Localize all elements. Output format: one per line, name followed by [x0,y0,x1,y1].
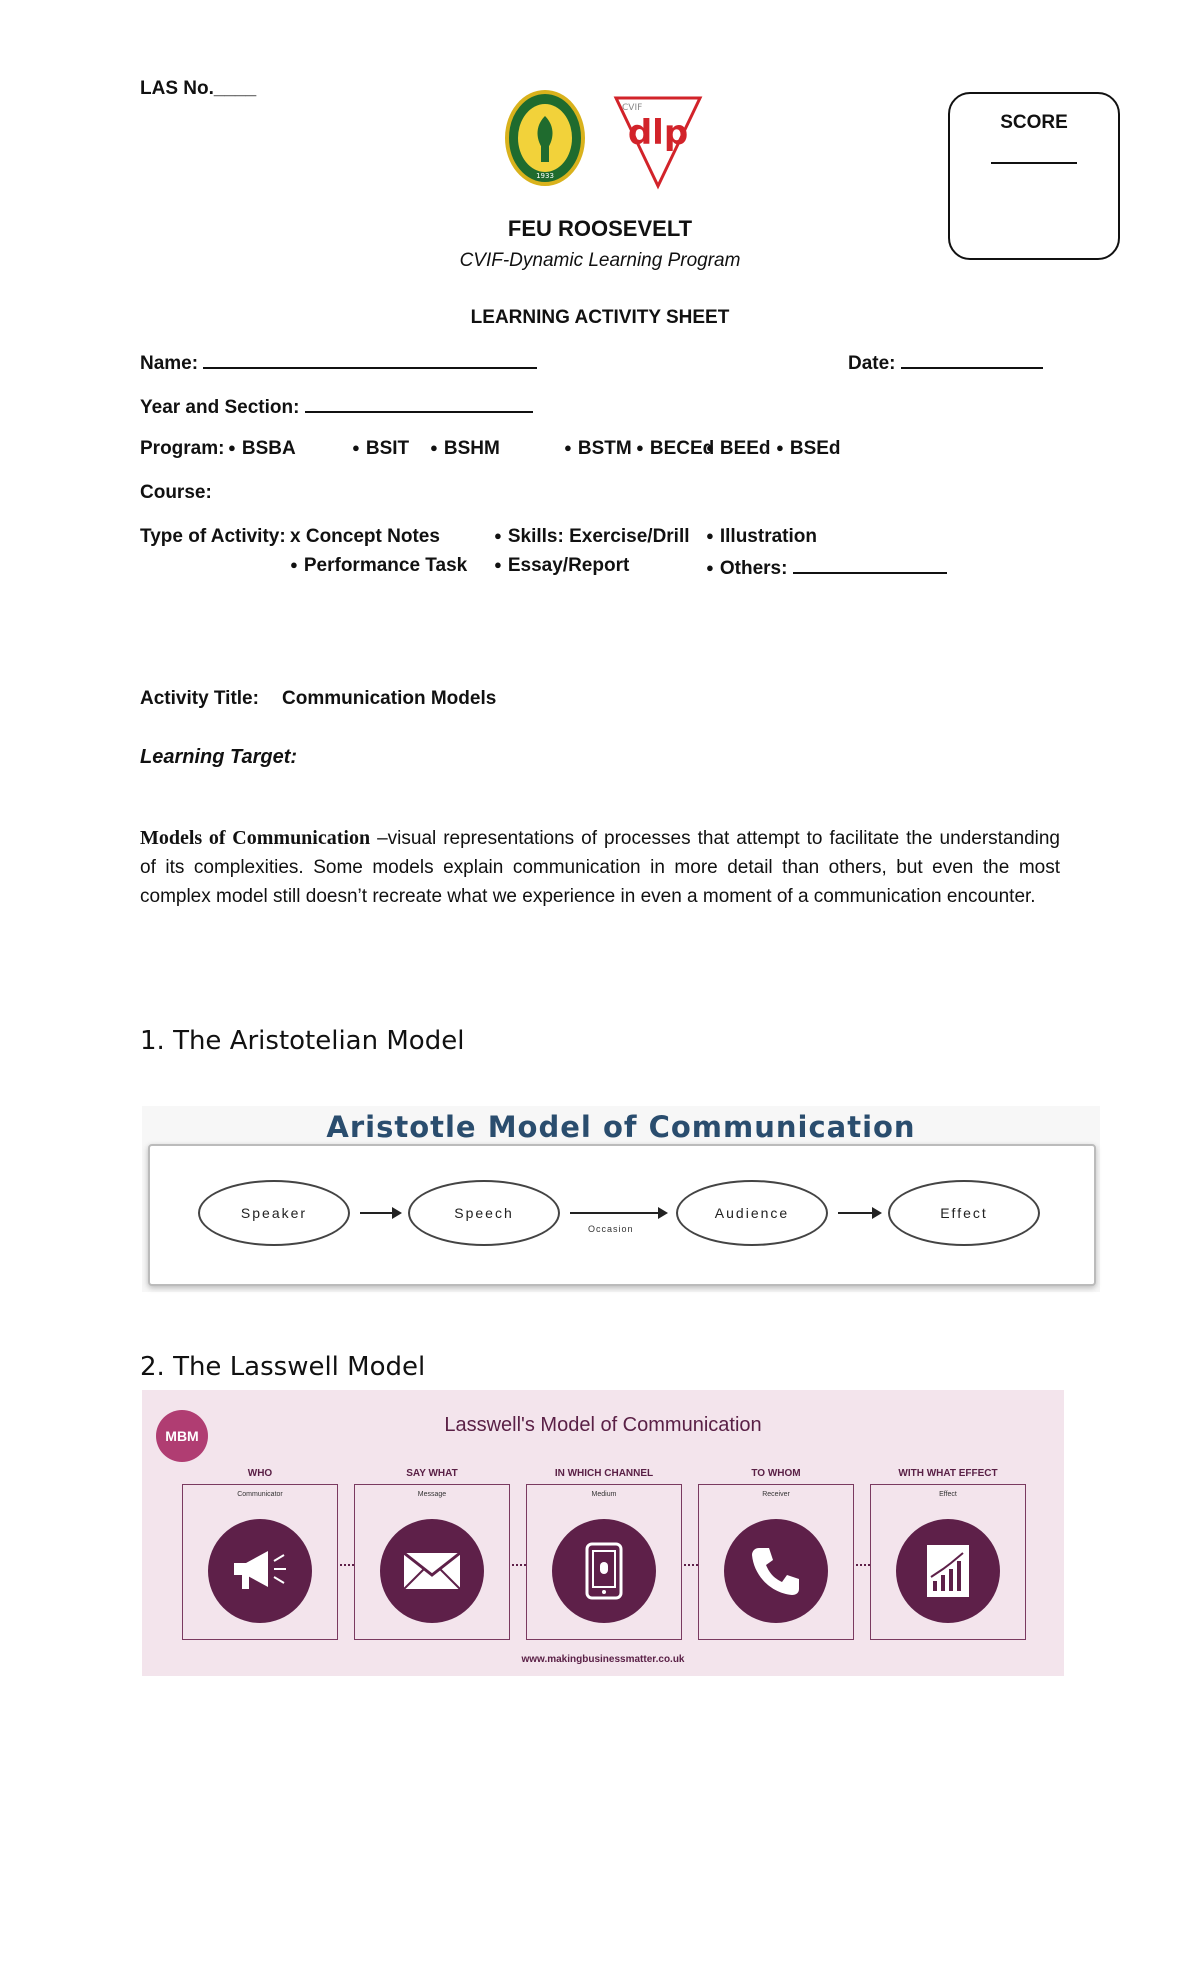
program-option-bsed[interactable]: ● BSEd [776,438,841,460]
activity-option-others[interactable] [706,555,947,580]
aristotle-node-audience: Audience [676,1180,828,1246]
lasswell-connector-3 [684,1564,698,1566]
lasswell-connector-4 [856,1564,870,1566]
score-line[interactable] [991,162,1077,164]
section-heading-lasswell: 2. The Lasswell Model [140,1352,426,1382]
lasswell-column-channel [526,1468,682,1640]
lasswell-source-url: www.makingbusinessmatter.co.uk [521,1654,685,1665]
activity-option-concept-notes[interactable]: x Concept Notes [290,526,440,547]
models-definition-text: –visual representations of processes that attempt to facilitate the understanding of its complexities. Some models explain communication in more detail than others, but even the most complex model still doesn’t recreate what we experience in even a moment of a communication encounter. [140,828,1060,907]
lasswell-column-say-what [354,1468,510,1640]
mbm-badge: MBM [156,1410,208,1462]
program-option-bsit[interactable]: ● BSIT [352,438,409,460]
program-label: Program: [140,438,225,459]
program-option-beced[interactable]: ● BECEd [636,438,714,460]
lasswell-box-effect [870,1484,1026,1640]
chart-icon [896,1519,1000,1623]
activity-title-label: Activity Title: [140,688,259,709]
lasswell-box-to-whom [698,1484,854,1640]
phone-icon [724,1519,828,1623]
lasswell-sub-effect: Effect [939,1491,957,1498]
lasswell-connector-1 [340,1564,354,1566]
learning-target-label: Learning Target: [140,746,298,768]
program-option-bshm[interactable]: ● BSHM [430,438,500,460]
cvif-dlp-logo [612,92,704,190]
aristotle-node-speaker: Speaker [198,1180,350,1246]
aristotle-node-speech: Speech [408,1180,560,1246]
lasswell-figure-title: Lasswell's Model of Communication [444,1414,762,1436]
section-heading-aristotle: 1. The Aristotelian Model [140,1026,465,1056]
aristotle-figure-title: Aristotle Model of Communication [326,1110,916,1144]
lasswell-column-to-whom [698,1468,854,1640]
lasswell-head-say-what: SAY WHAT [406,1468,458,1479]
name-field [140,350,537,375]
activity-option-performance-task[interactable]: ● Performance Task [290,555,467,577]
lasswell-sub-medium: Medium [591,1491,617,1498]
name-input[interactable] [203,350,537,369]
lasswell-box-say-what [354,1484,510,1640]
aristotle-diagram-frame [148,1144,1096,1286]
aristotle-arrow-3 [838,1212,880,1214]
score-label: SCORE [1000,112,1068,133]
activity-type-label: Type of Activity: [140,526,286,547]
lasswell-column-effect [870,1468,1026,1640]
lasswell-sub-communicator: Communicator [237,1491,283,1498]
date-input[interactable] [901,350,1043,369]
las-number: LAS No.____ [140,78,257,99]
aristotle-arrow-2 [570,1212,666,1214]
program-name: CVIF-Dynamic Learning Program [459,250,741,271]
others-label: ● Others: [706,558,787,579]
course-label: Course: [140,482,212,503]
tablet-icon [552,1519,656,1623]
envelope-icon [380,1519,484,1623]
year-section-input[interactable] [305,394,533,413]
megaphone-icon [208,1519,312,1623]
svg-text:CVIF: CVIF [622,103,643,113]
lasswell-sub-receiver: Receiver [762,1491,790,1498]
feu-logo [505,90,585,186]
activity-option-skills[interactable]: ● Skills: Exercise/Drill [494,526,690,548]
year-section-field [140,394,533,419]
lasswell-connector-2 [512,1564,526,1566]
sheet-title: LEARNING ACTIVITY SHEET [470,307,730,328]
program-option-beed[interactable]: ● BEEd [706,438,771,460]
lasswell-sub-message: Message [417,1491,447,1498]
date-field [848,350,1043,375]
aristotle-occasion-label: Occasion [588,1224,634,1234]
aristotle-arrow-1 [360,1212,400,1214]
lasswell-column-who [182,1468,338,1640]
program-option-bstm[interactable]: ● BSTM [564,438,632,460]
svg-text:1933: 1933 [536,172,554,180]
program-option-bsba[interactable]: ● BSBA [228,438,296,460]
year-section-label: Year and Section: [140,397,300,418]
lasswell-box-who [182,1484,338,1640]
school-name: FEU ROOSEVELT [507,216,693,241]
aristotle-figure [142,1106,1100,1292]
models-definition-paragraph [140,824,1060,911]
aristotle-node-effect: Effect [888,1180,1040,1246]
lasswell-head-channel: IN WHICH CHANNEL [554,1468,654,1479]
models-lead-term: Models of Communication [140,827,371,849]
activity-option-essay-report[interactable]: ● Essay/Report [494,555,629,577]
svg-text:dlp: dlp [627,113,689,153]
lasswell-head-to-whom: TO WHOM [751,1468,801,1479]
lasswell-head-effect: WITH WHAT EFFECT [898,1468,998,1479]
lasswell-head-who: WHO [247,1468,273,1479]
lasswell-figure [142,1390,1064,1676]
others-input[interactable] [793,555,947,574]
name-label: Name: [140,353,199,374]
date-label: Date: [848,353,896,374]
lasswell-box-channel [526,1484,682,1640]
activity-option-illustration[interactable]: ● Illustration [706,526,817,548]
activity-title-value: Communication Models [282,688,497,709]
